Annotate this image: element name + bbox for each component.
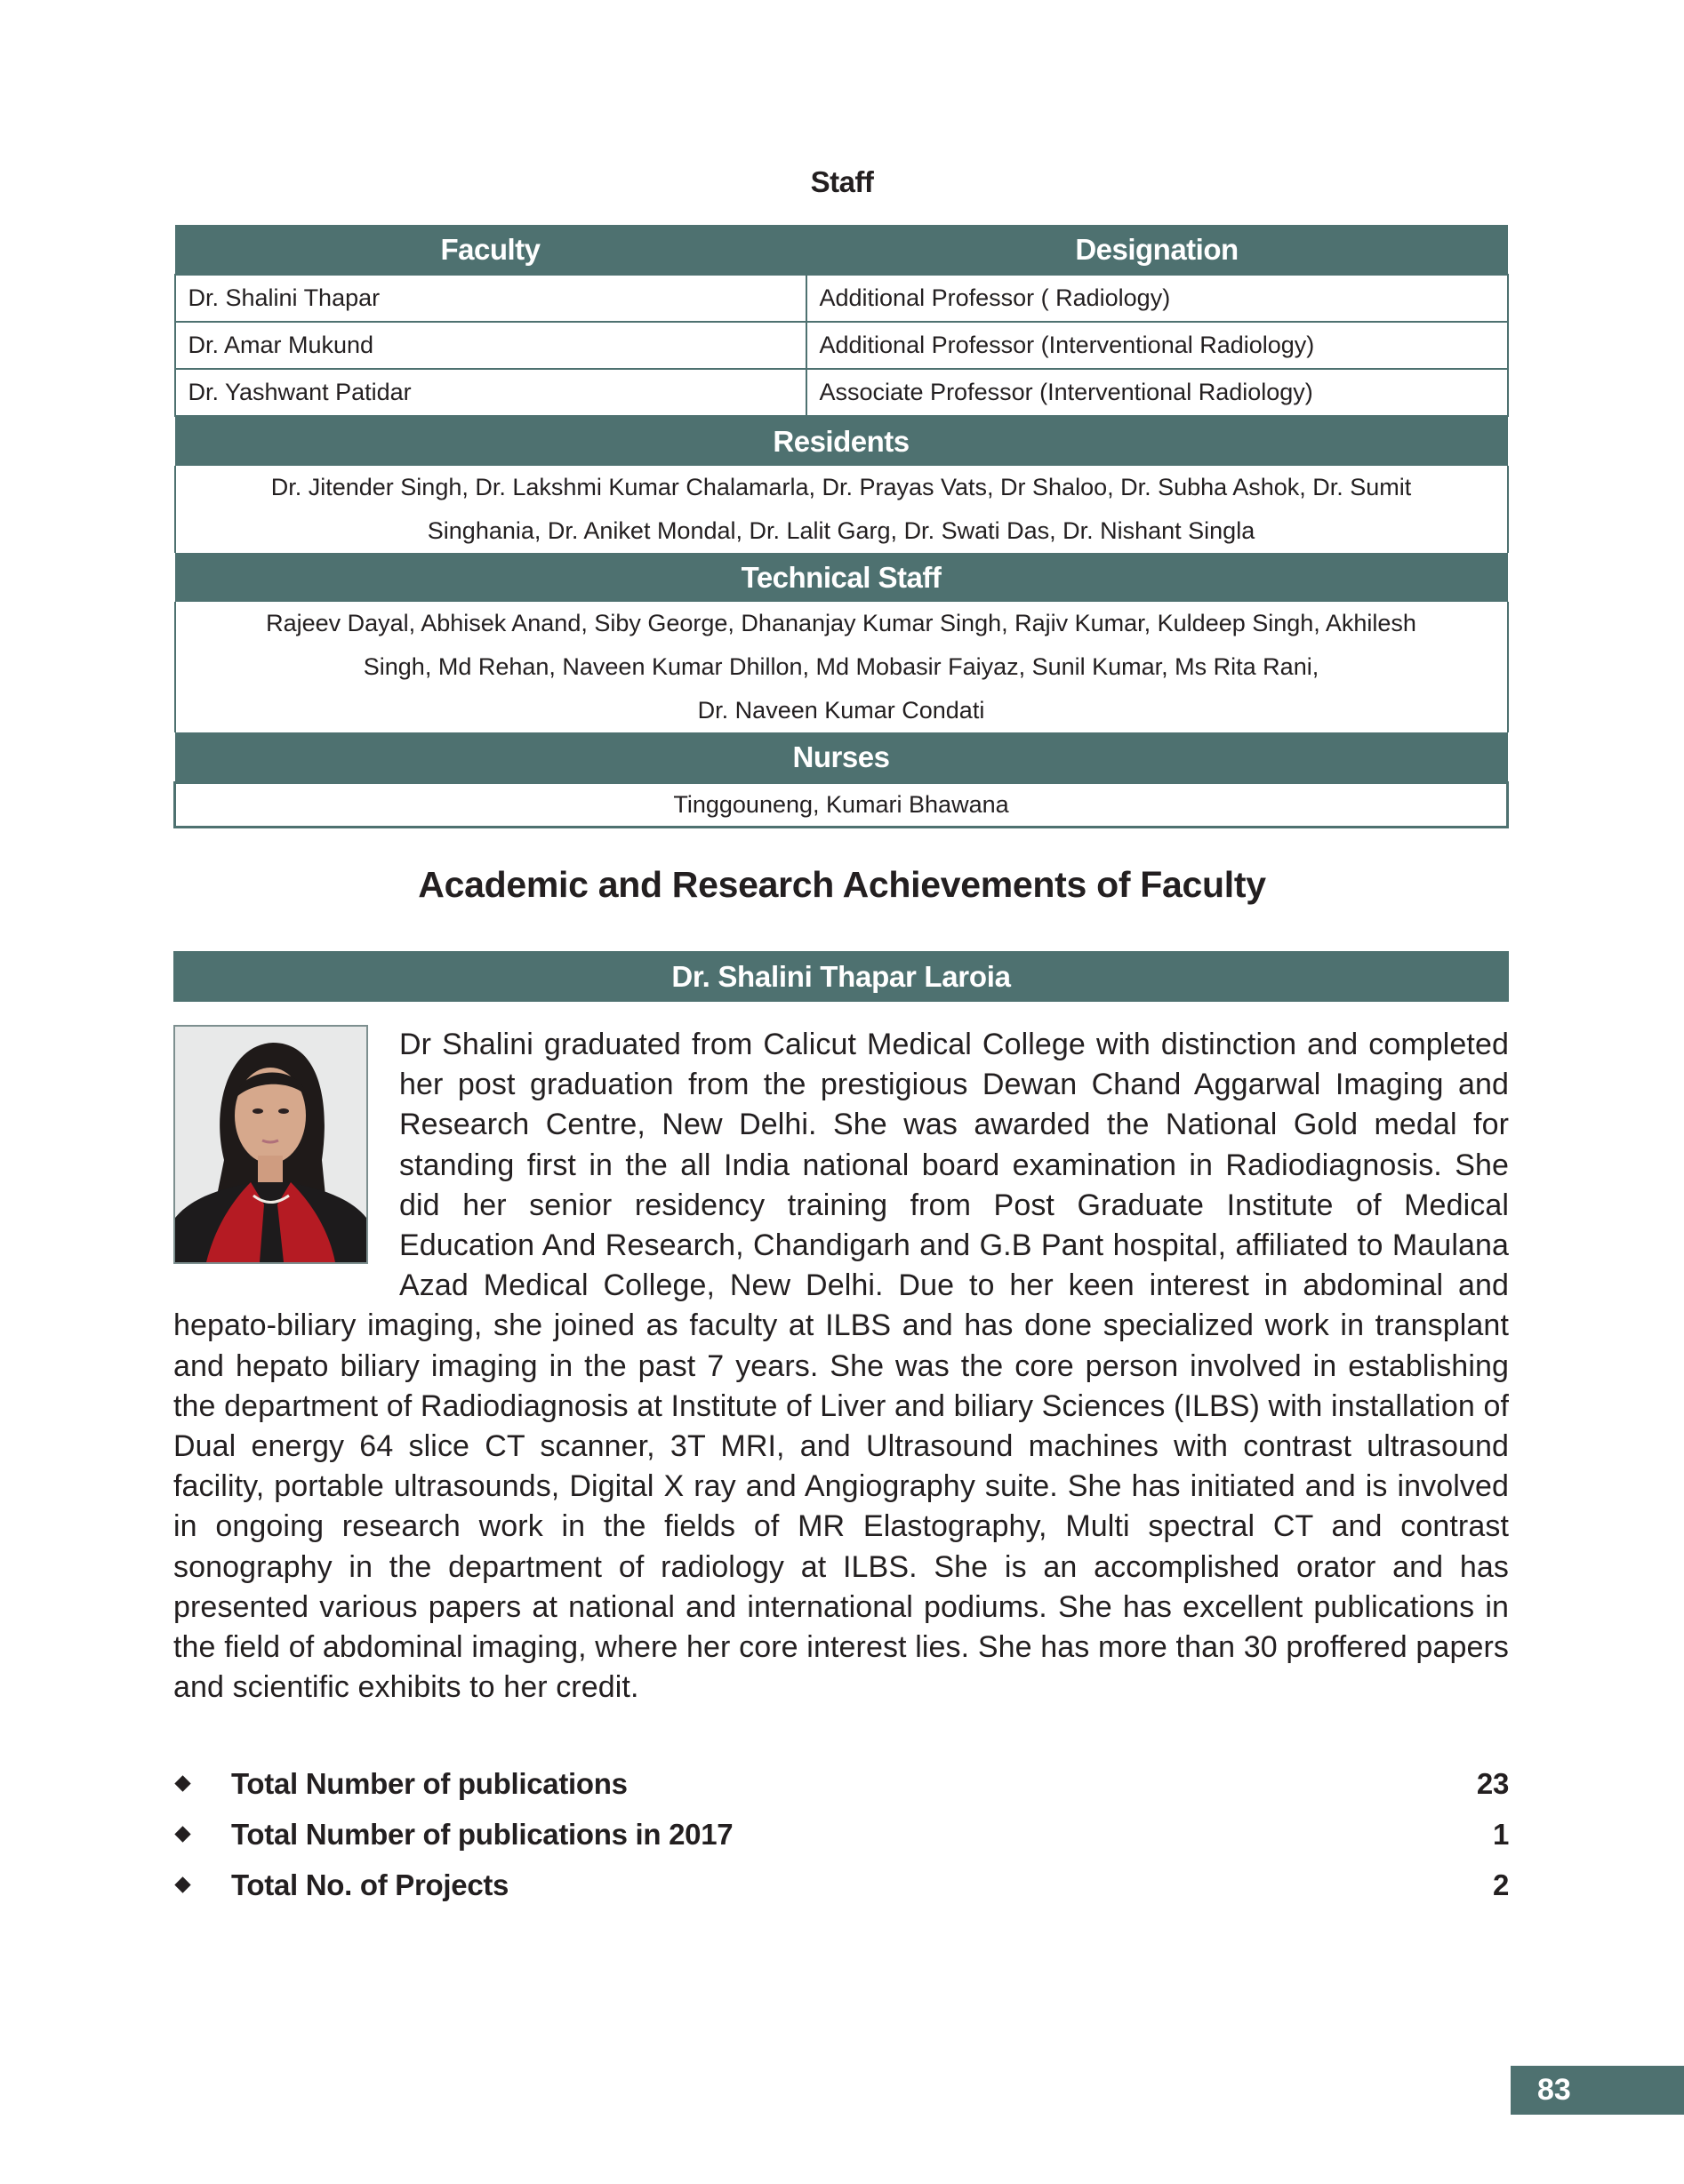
faculty-name-band — [173, 951, 1509, 1002]
page-number-badge — [1511, 2066, 1684, 2115]
column-header-faculty: Faculty — [440, 232, 541, 266]
diamond-bullet-icon — [173, 1778, 231, 1789]
stat-value: 2 — [1492, 1868, 1509, 1901]
residents-band — [175, 416, 1508, 466]
table-row — [175, 275, 1508, 322]
diamond-bullet-icon — [173, 1879, 231, 1891]
faculty-designation: Associate Professor (Interventional Radiology) — [806, 369, 1508, 416]
technical-staff-band — [175, 553, 1508, 602]
residents-line: Dr. Jitender Singh, Dr. Lakshmi Kumar Chalamarla, Dr. Prayas Vats, Dr Shaloo, Dr. Subha Ashok, Dr. Sumit — [270, 474, 1412, 500]
stat-label: Total Number of publications in 2017 — [231, 1817, 734, 1851]
portrait-icon — [175, 1027, 366, 1262]
nurses-heading: Nurses — [792, 740, 890, 773]
faculty-name: Dr. Shalini Thapar — [175, 275, 806, 322]
faculty-designation: Additional Professor (Interventional Radiology) — [806, 322, 1508, 369]
page-number: 83 — [1537, 2073, 1571, 2107]
faculty-name: Dr. Amar Mukund — [175, 322, 806, 369]
stat-item — [173, 1860, 1509, 1910]
residents-heading: Residents — [773, 424, 910, 458]
technical-staff-list — [175, 602, 1508, 732]
residents-list — [175, 466, 1508, 553]
faculty-bio-text: Dr Shalini graduated from Calicut Medical College with distinction and completed her post graduation from the prestigious Dewan Chand Aggarwal Imaging and Research Centre, New Delhi. She was awarded the National Gold medal for standing first in the all India national board examination in Radiodiagnosis. She did her senior residency training from Post Graduate Institute of Medical Education And Research, Chandigarh and G.B Pant hospital, affiliated to Maulana Azad Medical College, New Delhi. Due to her keen interest in abdominal and hepato-biliary imaging, she joined as faculty at ILBS and has done specialized work in transplant and hepato biliary imaging in the past 7 years. She was the core person involved in establishing the department of Radiodiagnosis at Institute of Liver and biliary Sciences (ILBS) with installation of Dual energy 64 slice CT scanner, 3T MRI, and Ultrasound machines with contrast ultrasound facility, portable ultrasounds, Digital X ray and Angiography suite. She has initiated and is involved in ongoing research work in the fields of MR Elastography, Multi spectral CT and contrast sonography in the department of radiology at ILBS. She is an accomplished orator and has presented various papers at national and international podiums. She has excellent publications in the field of abdominal imaging, where her core interest lies. She has more than 30 proffered papers and scientific exhibits to her credit. — [173, 1028, 1509, 1705]
stat-label: Total No. of Projects — [231, 1868, 509, 1901]
table-row — [175, 322, 1508, 369]
faculty-bio — [173, 1025, 1509, 1708]
stat-item — [173, 1809, 1509, 1860]
table-row — [175, 369, 1508, 416]
nurses-list — [175, 783, 1508, 828]
stat-item — [173, 1758, 1509, 1809]
technical-staff-line: Singh, Md Rehan, Naveen Kumar Dhillon, Md Mobasir Faiyaz, Sunil Kumar, Ms Rita Rani, — [363, 653, 1319, 680]
column-header-designation: Designation — [1075, 232, 1239, 266]
faculty-photo — [173, 1025, 368, 1264]
staff-table — [173, 225, 1509, 828]
nurses-line: Tinggouneng, Kumari Bhawana — [673, 791, 1009, 818]
residents-line: Singhania, Dr. Aniket Mondal, Dr. Lalit Garg, Dr. Swati Das, Dr. Nishant Singla — [427, 517, 1255, 544]
staff-heading: Staff — [810, 165, 874, 198]
diamond-bullet-icon — [173, 1828, 231, 1840]
technical-staff-line: Dr. Naveen Kumar Condati — [697, 697, 985, 724]
table-header-row — [175, 225, 1508, 275]
stat-label: Total Number of publications — [231, 1766, 628, 1800]
faculty-name-heading: Dr. Shalini Thapar Laroia — [671, 959, 1011, 993]
stat-value: 23 — [1476, 1766, 1509, 1800]
faculty-designation: Additional Professor ( Radiology) — [806, 275, 1508, 322]
faculty-name: Dr. Yashwant Patidar — [175, 369, 806, 416]
section-title: Academic and Research Achievements of Faculty — [418, 864, 1266, 905]
stat-value: 1 — [1492, 1817, 1509, 1851]
technical-staff-line: Rajeev Dayal, Abhisek Anand, Siby George, Dhananjay Kumar Singh, Rajiv Kumar, Kuldeep Singh, Akhilesh — [266, 610, 1416, 636]
faculty-stats-list — [173, 1758, 1509, 1910]
technical-staff-heading: Technical Staff — [741, 560, 942, 594]
nurses-band — [175, 732, 1508, 783]
